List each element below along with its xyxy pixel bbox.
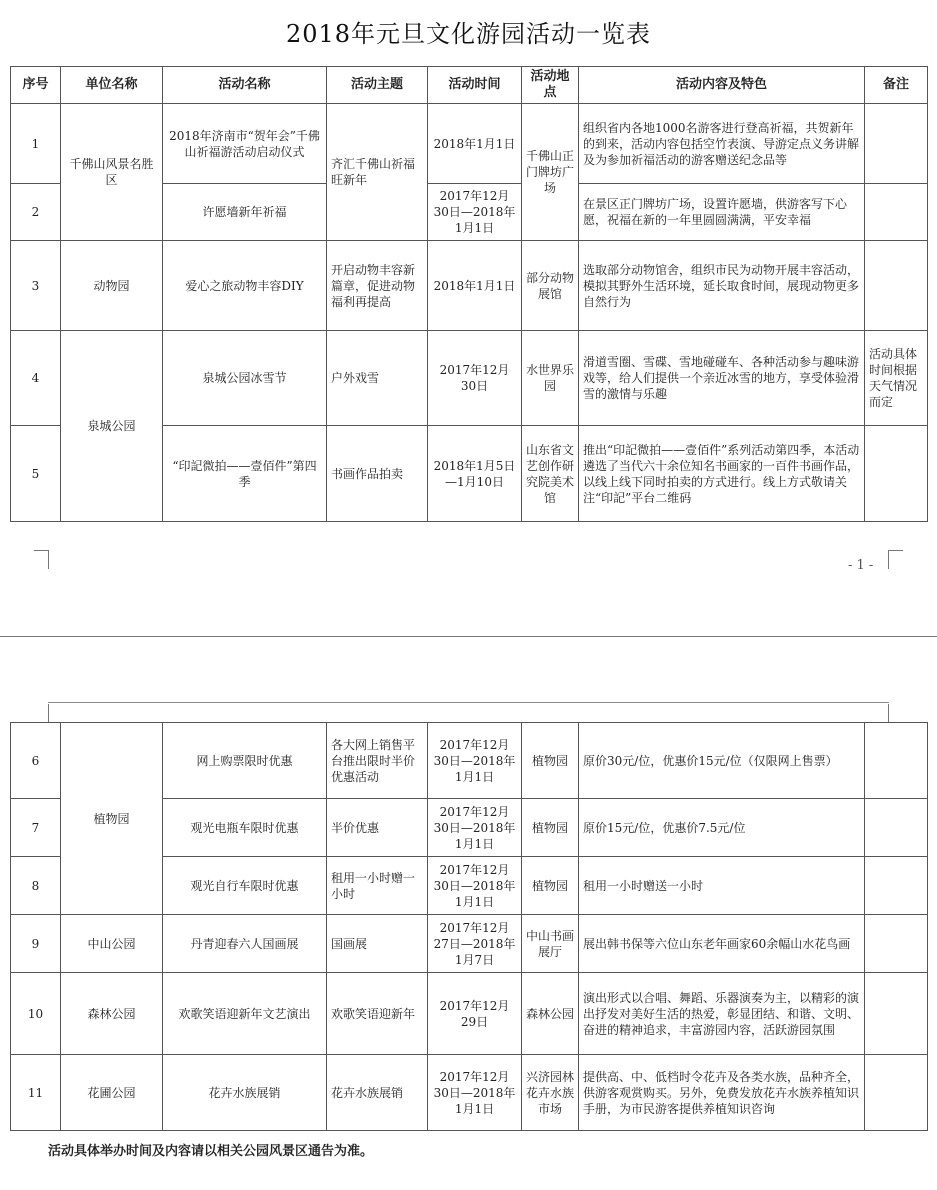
corner-mark-right-top (888, 704, 903, 723)
page-title: 2018年元旦文化游园活动一览表 (285, 20, 652, 48)
row-no: 7 (11, 799, 61, 857)
row-no: 11 (11, 1055, 61, 1131)
row-place: 千佛山正门牌坊广场 (522, 104, 579, 241)
header-name: 活动名称 (163, 67, 327, 104)
row-name: 花卉水族展销 (163, 1055, 327, 1131)
header-no: 序号 (11, 67, 61, 104)
row-time: 2017年12月30日—2018年1月1日 (428, 799, 522, 857)
header-theme: 活动主题 (327, 67, 428, 104)
row-name: 2018年济南市“贺年会”千佛山祈福游活动启动仪式 (163, 104, 327, 184)
row-note (865, 241, 928, 331)
row-note (865, 973, 928, 1055)
row-theme: 租用一小时赠一小时 (327, 857, 428, 915)
row-time: 2017年12月30日—2018年1月1日 (428, 1055, 522, 1131)
row-unit: 森林公园 (61, 973, 163, 1055)
row-time: 2018年1月5日—1月10日 (428, 426, 522, 522)
table-header-row (11, 67, 928, 104)
row-content: 租用一小时赠送一小时 (579, 857, 865, 915)
row-name: 爱心之旅动物丰容DIY (163, 241, 327, 331)
row-place: 中山书画展厅 (522, 915, 579, 973)
row-unit: 泉城公园 (61, 331, 163, 522)
row-place: 部分动物展馆 (522, 241, 579, 331)
corner-mark-left-top (34, 704, 49, 723)
row-theme: 开启动物丰容新篇章，促进动物福利再提高 (327, 241, 428, 331)
row-place: 山东省文艺创作研究院美术馆 (522, 426, 579, 522)
row-name: 许愿墙新年祈福 (163, 184, 327, 241)
row-content: 原价15元/位，优惠价7.5元/位 (579, 799, 865, 857)
row-time: 2017年12月30日 (428, 331, 522, 426)
header-time: 活动时间 (428, 67, 522, 104)
header-unit: 单位名称 (61, 67, 163, 104)
row-content: 选取部分动物馆舍，组织市民为动物开展丰容活动，模拟其野外生活环境，延长取食时间，展现动物更多自然行为 (579, 241, 865, 331)
row-content: 滑道雪圈、雪碟、雪地碰碰车、各种活动参与趣味游戏等，给人们提供一个亲近冰雪的地方，享受体验滑雪的激情与乐趣 (579, 331, 865, 426)
row-note (865, 857, 928, 915)
row-theme: 半价优惠 (327, 799, 428, 857)
row-theme: 书画作品拍卖 (327, 426, 428, 522)
row-content: 在景区正门牌坊广场，设置许愿墙，供游客写下心愿，祝福在新的一年里圆圆满满，平安幸福 (579, 184, 865, 241)
row-content: 原价30元/位，优惠价15元/位（仅限网上售票） (579, 723, 865, 799)
row-theme: 户外戏雪 (327, 331, 428, 426)
row-time: 2018年1月1日 (428, 241, 522, 331)
corner-mark-left (34, 550, 49, 569)
row-time: 2017年12月30日—2018年1月1日 (428, 184, 522, 241)
table-row (11, 723, 928, 799)
row-content: 组织省内各地1000名游客进行登高祈福，共贺新年的到来，活动内容包括空竹表演、导游定点义务讲解及为参加祈福活动的游客赠送纪念品等 (579, 104, 865, 184)
row-place: 植物园 (522, 857, 579, 915)
header-place: 活动地点 (522, 67, 579, 104)
row-no: 8 (11, 857, 61, 915)
row-no: 10 (11, 973, 61, 1055)
page-divider (0, 636, 937, 637)
row-theme: 各大网上销售平台推出限时半价优惠活动 (327, 723, 428, 799)
table-row (11, 331, 928, 426)
row-no: 3 (11, 241, 61, 331)
row-note: 活动具体时间根据天气情况而定 (865, 331, 928, 426)
row-name: 观光电瓶车限时优惠 (163, 799, 327, 857)
row-no: 9 (11, 915, 61, 973)
row-content: 演出形式以合唱、舞蹈、乐器演奏为主，以精彩的演出抒发对美好生活的热爱，彰显团结、和谐、文明、奋进的精神追求，丰富游园内容，活跃游园氛围 (579, 973, 865, 1055)
table-row (11, 915, 928, 973)
row-no: 4 (11, 331, 61, 426)
table-row (11, 973, 928, 1055)
row-note (865, 915, 928, 973)
row-place: 兴济园林花卉水族市场 (522, 1055, 579, 1131)
header-content: 活动内容及特色 (579, 67, 865, 104)
row-no: 5 (11, 426, 61, 522)
activity-table-page2 (10, 722, 928, 1131)
corner-mark-right (888, 550, 903, 569)
page-header-line (48, 702, 889, 703)
row-no: 2 (11, 184, 61, 241)
row-name: 欢歌笑语迎新年文艺演出 (163, 973, 327, 1055)
row-content: 展出韩书保等六位山东老年画家60余幅山水花鸟画 (579, 915, 865, 973)
row-note (865, 1055, 928, 1131)
row-place: 植物园 (522, 723, 579, 799)
row-unit: 千佛山风景名胜区 (61, 104, 163, 241)
row-content: 推出“印記微拍——壹佰件”系列活动第四季，本活动遴选了当代六十余位知名书画家的一百件书画作品，以线上线下同时拍卖的方式进行。线上方式敬请关注“印記”平台二维码 (579, 426, 865, 522)
row-name: “印記微拍——壹佰件”第四季 (163, 426, 327, 522)
row-note (865, 104, 928, 184)
row-name: 丹青迎春六人国画展 (163, 915, 327, 973)
row-no: 1 (11, 104, 61, 184)
table-row (11, 104, 928, 184)
row-name: 观光自行车限时优惠 (163, 857, 327, 915)
row-unit: 花圃公园 (61, 1055, 163, 1131)
row-place: 水世界乐园 (522, 331, 579, 426)
header-note: 备注 (865, 67, 928, 104)
row-theme: 花卉水族展销 (327, 1055, 428, 1131)
page-number: - 1 - (848, 558, 874, 573)
row-place: 植物园 (522, 799, 579, 857)
table-row (11, 241, 928, 331)
row-no: 6 (11, 723, 61, 799)
row-theme: 齐汇千佛山祈福旺新年 (327, 104, 428, 241)
row-name: 泉城公园冰雪节 (163, 331, 327, 426)
row-unit: 中山公园 (61, 915, 163, 973)
row-unit: 植物园 (61, 723, 163, 915)
row-time: 2018年1月1日 (428, 104, 522, 184)
row-time: 2017年12月27日—2018年1月7日 (428, 915, 522, 973)
row-time: 2017年12月30日—2018年1月1日 (428, 723, 522, 799)
row-theme: 国画展 (327, 915, 428, 973)
row-theme: 欢歌笑语迎新年 (327, 973, 428, 1055)
row-unit: 动物园 (61, 241, 163, 331)
row-place: 森林公园 (522, 973, 579, 1055)
row-note (865, 426, 928, 522)
row-time: 2017年12月29日 (428, 973, 522, 1055)
row-note (865, 799, 928, 857)
row-note (865, 184, 928, 241)
activity-table-page1 (10, 66, 928, 522)
row-note (865, 723, 928, 799)
row-name: 网上购票限时优惠 (163, 723, 327, 799)
footer-note: 活动具体举办时间及内容请以相关公园风景区通告为准。 (48, 1144, 374, 1159)
row-content: 提供高、中、低档时令花卉及各类水族，品种齐全，供游客观赏购买。另外，免费发放花卉水族养植知识手册，为市民游客提供养植知识咨询 (579, 1055, 865, 1131)
row-time: 2017年12月30日—2018年1月1日 (428, 857, 522, 915)
table-row (11, 1055, 928, 1131)
